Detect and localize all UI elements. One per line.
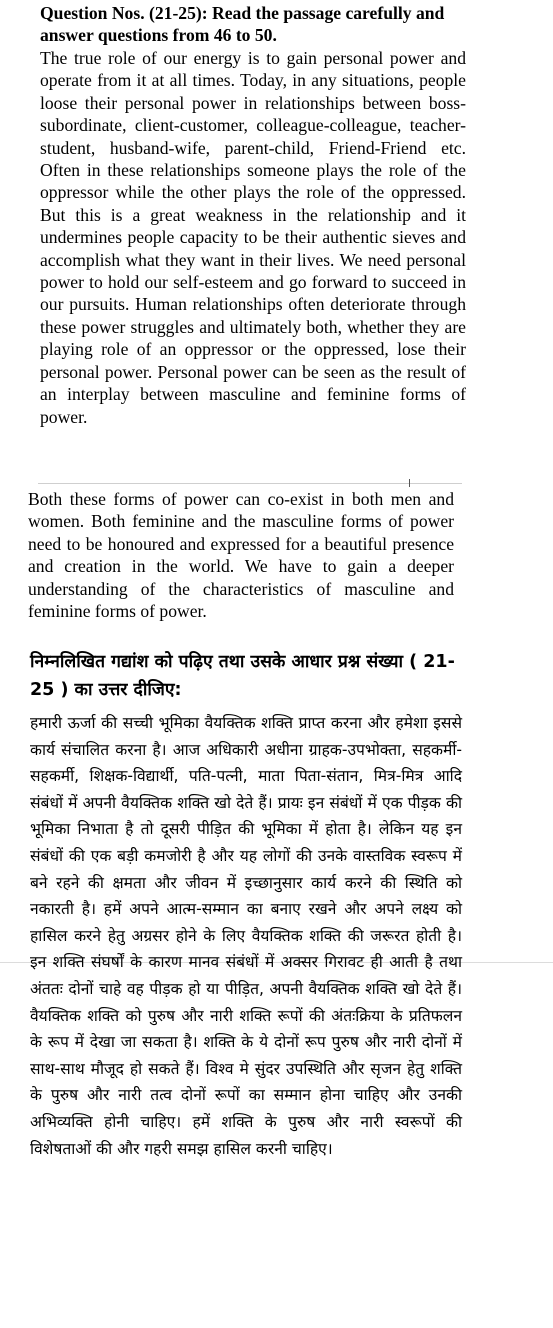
english-paragraph-1: The true role of our energy is to gain personal power and operate from it at all times. Today, in any situations, people loose their personal power in relationships between boss-subordinate, client-customer, colleague-colleague, teacher-student, husband-wife, parent-child, Friend-Friend etc. Often in these relationships someone plays the role of the oppressor while the other plays the role of the oppressed. But this is a great weakness in the relationship and it undermines people capacity to be their authentic sieves and accomplish what they want in their lives. We need personal power to hold our self-esteem and go forward to succeed in our pursuits. Human relationships often deteriorate through these power struggles and ultimately both, whether they are playing role of an oppressor or the oppressed, lose their personal power. Personal power can be seen as the result of an interplay between masculine and feminine forms of power.: [40, 48, 466, 427]
question-heading: Question Nos. (21-25): Read the passage carefully and answer questions from 46 to 50.: [40, 3, 445, 45]
hindi-passage: हमारी ऊर्जा की सच्ची भूमिका वैयक्तिक शक्ति प्राप्त करना और हमेशा इससे कार्य संचालित करना है। आज अधिकारी अधीना ग्राहक-उपभोक्ता, सहकर्मी-सहकर्मी, शिक्षक-विद्यार्थी, पति-पत्नी, माता पिता-संतान, मित्र-मित्र आदि संबंधों में अपनी वैयक्तिक शक्ति खो देते हैं। प्रायः इन संबंधों में एक पीड़क की भूमिका निभाता है तो दूसरी पीड़ित की भूमिका में होता है। लेकिन यह इन संबंधों की एक बड़ी कमजोरी है और यह लोगों की उनके वास्तविक स्वरूप में बने रहने की क्षमता और जीवन में इच्छानुसार कार्य करने की स्थिति को नकारती है। हमें अपने आत्म-सम्मान का बनाए रखने और अपने लक्ष्य को हासिल करने हेतु अग्रसर होने के लिए वैयक्तिक शक्ति की जरूरत होती है। इन शक्ति संघर्षों के कारण मानव संबंधों में अक्सर गिरावट ही आती है तथा अंततः दोनों चाहे वह पीड़क हो या पीड़ित, अपनी वैयक्तिक शक्ति खो देते हैं। वैयक्तिक शक्ति को पुरुष और नारी शक्ति रूपों की अंतःक्रिया के प्रतिफलन के रूप में देखा जा सकता है। शक्ति के ये दोनों रूप पुरुष और नारी दोनों में साथ-साथ मौजूद हो सकते हैं। विश्व मे सुंदर उपस्थिति और सृजन हेतु शक्ति के पुरुष और नारी तत्व दोनों रूपों का सम्मान होना चाहिए और उनकी अभिव्यक्ति होनी चाहिए। हमें शक्ति के पुरुष और नारी स्वरूपों की विशेषताओं की और गहरी समझ हासिल करनी चाहिए।: [30, 714, 462, 1158]
hindi-heading: निम्नलिखित गद्यांश को पढ़िए तथा उसके आधार प्रश्न संख्या ( 21-25 ) का उत्तर दीजिए:: [30, 652, 455, 700]
scan-divider-line: [38, 483, 462, 484]
english-paragraph-2: Both these forms of power can co-exist in both men and women. Both feminine and the masculine forms of power need to be honoured and expressed for a beautiful presence and creation in the world. We have to gain a deeper understanding of the characteristics of masculine and feminine forms of power.: [28, 489, 454, 622]
scan-tick-mark: [409, 479, 410, 487]
